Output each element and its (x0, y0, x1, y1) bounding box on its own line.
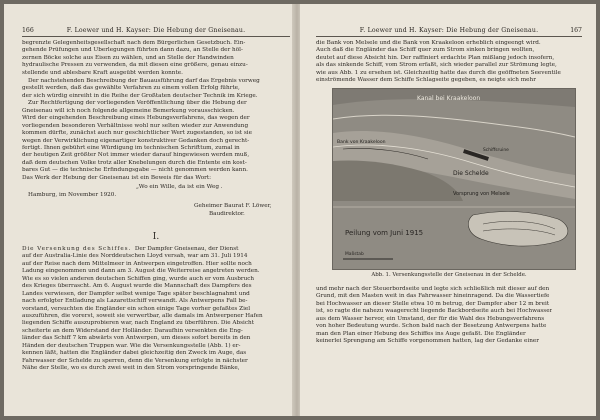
text-line: die Bank von Melsele und die Bank von Kraakeloon erheblich eingeengt wird. (316, 40, 541, 46)
text-line: wegen der Verwirklichung eigenartiger konstruktiver Gedanken doch gerecht- (22, 137, 250, 144)
text-line: ist, so ragte die nahezu waagerecht liegende Backbordseite auch bei Hochwasser (316, 308, 553, 315)
text-line: gestellt werden, daß das gewählte Verfahren zu einem vollen Erfolg führte, (22, 85, 240, 92)
text-line: Fahrwasser der Schelde zu sperren, denn die Versenkung erfolgte in nächster (22, 357, 248, 364)
text-line: keinerlei Sprengung am Schiffe vorgenommen hatten, lag der Gedanke einer (316, 338, 539, 345)
label-kanal: Kanal bei Kraakeloon (417, 95, 481, 102)
text-line: begrenzte Gelegenheitsgesellschaft nach dem Bürgerlichen Gesetzbuch. Ein- (22, 40, 246, 46)
right-top-paragraph (316, 40, 561, 85)
text-line: der sich würdig einreiht in die Reihe der Großtaten deutscher Technik im Kriege. (22, 92, 258, 99)
text-line: vorstand, versuchten die Engländer ein schon einige Tage vorher gefaßtes Ziel (22, 305, 251, 312)
text-line: Gneisenau will ich noch folgende allgemeine Bemerkung vorausschicken. (22, 107, 235, 114)
text-line: bei Hochwasser an dieser Stelle etwa 10 m betrug, der Dampfer aber 12 m breit (316, 300, 550, 307)
right-running-title: F. Loewer und H. Kayser: Die Hebung der Gneisenau. (359, 27, 539, 34)
text-line: nach erfolgter Entladung als Lazarettschiff verwandt. Als Antwerpens Fall be- (22, 298, 248, 305)
place-date: Hamburg, im November 1920. (28, 192, 117, 198)
label-peilung: Peilung vom Juni 1915 (345, 229, 424, 237)
text-line: gehende Prüfungen und Überlegungen führten dann dazu, an Stelle der höl- (22, 47, 243, 54)
text-line: man den Plan einer Hebung des Schiffes ins Auge gefaßt. Die Engländer (316, 330, 526, 337)
left-paragraph-1 (22, 40, 248, 77)
text-line: Wie es so vielen anderen deutschen Schiffen ging, wurde auch er vom Ausbruch (22, 275, 255, 282)
text-line: Zur Rechtfertigung der vorliegenden Veröffentlichung über die Hebung der (28, 100, 247, 107)
right-bottom-paragraph (316, 286, 552, 346)
text-line: liegenden Schiffe auszuprobieren war, nach England zu überführen. Die Absicht (22, 320, 255, 327)
text-line: von hoher Bedeutung wurde. Schon bald nach der Besetzung Antwerpens hatte (316, 323, 547, 330)
left-page (4, 4, 296, 416)
left-running-head (22, 26, 290, 35)
section-number: I. (152, 232, 160, 242)
text-line: fertigt. Ihnen gebührt eine Würdigung im technischen Schrifttum, zumal in (22, 144, 240, 151)
text-line: bares Gut — die technische Erfindungsgabe — nicht genommen werden kann. (22, 167, 248, 174)
text-line: Landes verwiesen, der Dampfer selbst wenige Tage später beschlagnahmt und (22, 290, 250, 297)
text-line: Auch daß die Engländer das Schiff quer zum Strom sinken bringen wollten, (316, 47, 535, 54)
text-line: kommen dürfte, zunächst auch nur geschichtlicher Wert zugestanden, so ist sie (22, 130, 252, 137)
label-scale: Maßstab (345, 252, 364, 257)
text-line: einströmende Wasser dem Schiffe Schlagseite gegeben, es neigte sich mehr (316, 77, 536, 84)
text-line: wie aus Abb. 1 zu ersehen ist. Gleichzeitig hatte das durch die geöffneten Seeventile (316, 69, 561, 76)
motto-quote: „Wo ein Wille, da ist ein Weg . (136, 184, 223, 190)
label-ruine: Schiffsruine (483, 148, 509, 153)
text-line: der heutigen Zeit größter Not immer wieder darauf hingewiesen werden muß, (22, 152, 250, 159)
text-line: Ladung eingenommen und dann am 3. August die Weiterreise angetreten werden. (22, 268, 260, 275)
text-line: vorliegenden besonderen Verhältnisse wohl nur selten wieder zur Anwendung (22, 122, 249, 129)
text-line: stellende und ablesbare Kraft ausgeübt werden konnte. (22, 69, 183, 76)
label-schelde: Die Schelde (453, 170, 489, 177)
text-line: Grund, mit den Masten weit in das Fahrwasser hineinragend. Da die Wassertiefe (316, 293, 550, 300)
text-line: auszuführen, die vorerst, soweit sie verwertbar, alle damals im Antwerpener Hafen (22, 312, 263, 319)
left-header-rule (22, 36, 290, 37)
right-running-head (316, 26, 582, 35)
right-page (300, 4, 596, 416)
text-line: länder das Schiff 7 km abwärts von Antwerpen, um dieses sofort bereits in den (22, 335, 251, 342)
text-line: auf der Australia-Linie des Norddeutschen Lloyd versah, war am 31. Juli 1914 (22, 253, 248, 260)
text-line: kennen läßt, hatten die Engländer dabei gleichzeitig den Zweck im Auge, das (22, 350, 247, 357)
right-header-rule (316, 36, 582, 37)
text-line: Der nachstehenden Beschreibung der Bauausführung darf das Ergebnis vorweg (28, 78, 260, 84)
text-line: Händen der deutschen Truppen war. Wie die Versenkungsstelle (Abb. 1) er- (22, 342, 241, 349)
right-page-number: 167 (570, 27, 582, 34)
text-line: hydraulische Pressen zu verwenden, da mit diesen eine größere, genau einzu- (22, 62, 248, 69)
text-line: aus dem Wasser hervor, ein Umstand, der für die Wahl des Hebungsverfahrens (316, 315, 545, 322)
river-map-drawing (333, 89, 575, 269)
left-page-number: 166 (22, 27, 34, 34)
text-line: auf der Reise nach dem Mittelmeer in Antwerpen eingetroffen. Hier sollte noch (22, 260, 252, 267)
map-figure (332, 88, 576, 270)
left-paragraph-2 (22, 78, 260, 182)
text-line: Das Werk der Hebung der Gneisenau ist ein Beweis für das Wort: (22, 174, 212, 181)
left-paragraph-3 (22, 246, 263, 372)
text-line: deutet auf diese Absicht hin. Der raffiniert erdachte Plan mißlang jedoch insofern, (316, 54, 555, 61)
left-running-title: F. Loewer und H. Kayser: Die Hebung der Gneisenau. (66, 27, 246, 34)
signature-name: Geheimer Baurat F. Löwer, (194, 203, 272, 209)
text-line: als das sinkende Schiff, vom Strom erfaßt, sich wieder parallel zur Strömung legte, (316, 62, 557, 69)
text-line: Wird der eingehenden Beschreibung eines Hebungsverfahrens, das wegen der (22, 115, 250, 122)
label-bank: Bank von Kraakeloon (337, 140, 386, 145)
text-line: Nähe der Stelle, wo es durch zwei weit in den Strom vorspringende Bänke, (22, 365, 240, 371)
signature-title: Baudirektor. (209, 211, 245, 217)
text-line: scheiterte an dem Widerstand der Holländer. Daraufhin versenkten die Eng- (22, 327, 243, 334)
text-line: daß dem deutschen Volke trotz aller Knebelungen durch die Entente ein kost- (22, 159, 247, 166)
section-title: Die Versenkung des Schiffes. (22, 246, 132, 252)
text-line: zernen Böcke solche aus Eisen zu wählen, und an Stelle der Handwinden (22, 54, 234, 61)
text-line (22, 246, 263, 253)
text-line-start: Der Dampfer Gneisenau, der Dienst (134, 246, 239, 252)
label-melsele: Vorsprung von Melsele (453, 191, 510, 197)
figure-caption: Abb. 1. Versenkungsstelle der Gneisenau in der Schelde. (371, 272, 527, 278)
text-line: des Krieges überrascht. Am 6. August wurde die Mannschaft des Dampfers des (22, 283, 252, 290)
text-line: und mehr nach der Steuerbordseite und legte sich schließlich mit dieser auf den (316, 286, 550, 292)
